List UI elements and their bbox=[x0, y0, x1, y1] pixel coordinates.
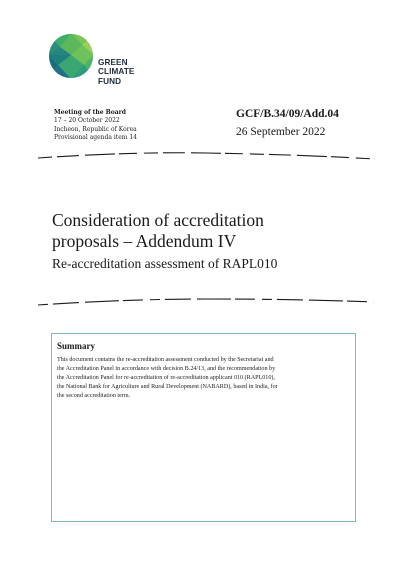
title-line-2: proposals – Addendum IV bbox=[52, 230, 237, 251]
document-code: GCF/B.34/09/Add.04 bbox=[236, 108, 339, 120]
summary-line: the Accreditation Panel for re-accreditation of re-accreditation applicant 010 (RAPL010), bbox=[57, 375, 275, 381]
gcf-logo bbox=[48, 33, 148, 95]
summary-line: This document contains the re-accreditation assessment conducted by the Secretariat and bbox=[57, 357, 274, 363]
document-title bbox=[52, 210, 264, 251]
document-subtitle: Re-accreditation assessment of RAPL010 bbox=[52, 256, 278, 271]
meeting-agenda-item: Provisional agenda item 14 bbox=[54, 133, 137, 141]
meeting-location: Incheon, Republic of Korea bbox=[54, 125, 137, 133]
document-reference bbox=[236, 107, 339, 140]
meeting-heading: Meeting of the Board bbox=[54, 109, 127, 116]
summary-heading: Summary bbox=[57, 341, 95, 351]
wave-divider-bottom bbox=[36, 295, 376, 307]
globe-logo-icon bbox=[48, 33, 94, 79]
summary-text bbox=[57, 356, 354, 401]
meeting-dates: 17 – 20 October 2022 bbox=[54, 117, 120, 125]
summary-box bbox=[51, 333, 356, 522]
logo-line-2: CLIMATE bbox=[98, 67, 135, 77]
meeting-info bbox=[54, 109, 137, 142]
summary-line: the National Bank for Agriculture and Rural Development (NABARD), based in India, for bbox=[57, 384, 278, 390]
document-date: 26 September 2022 bbox=[236, 126, 326, 138]
logo-line-3: FUND bbox=[98, 76, 122, 86]
summary-line: the Accreditation Panel in accordance with decision B.24/13, and the recommendation by bbox=[57, 366, 276, 372]
logo-wordmark bbox=[98, 58, 134, 86]
wave-divider-top bbox=[36, 150, 376, 162]
title-line-1: Consideration of accreditation bbox=[52, 210, 264, 230]
summary-line: the second accreditation term. bbox=[57, 393, 131, 399]
logo-line-1: GREEN bbox=[98, 58, 128, 67]
